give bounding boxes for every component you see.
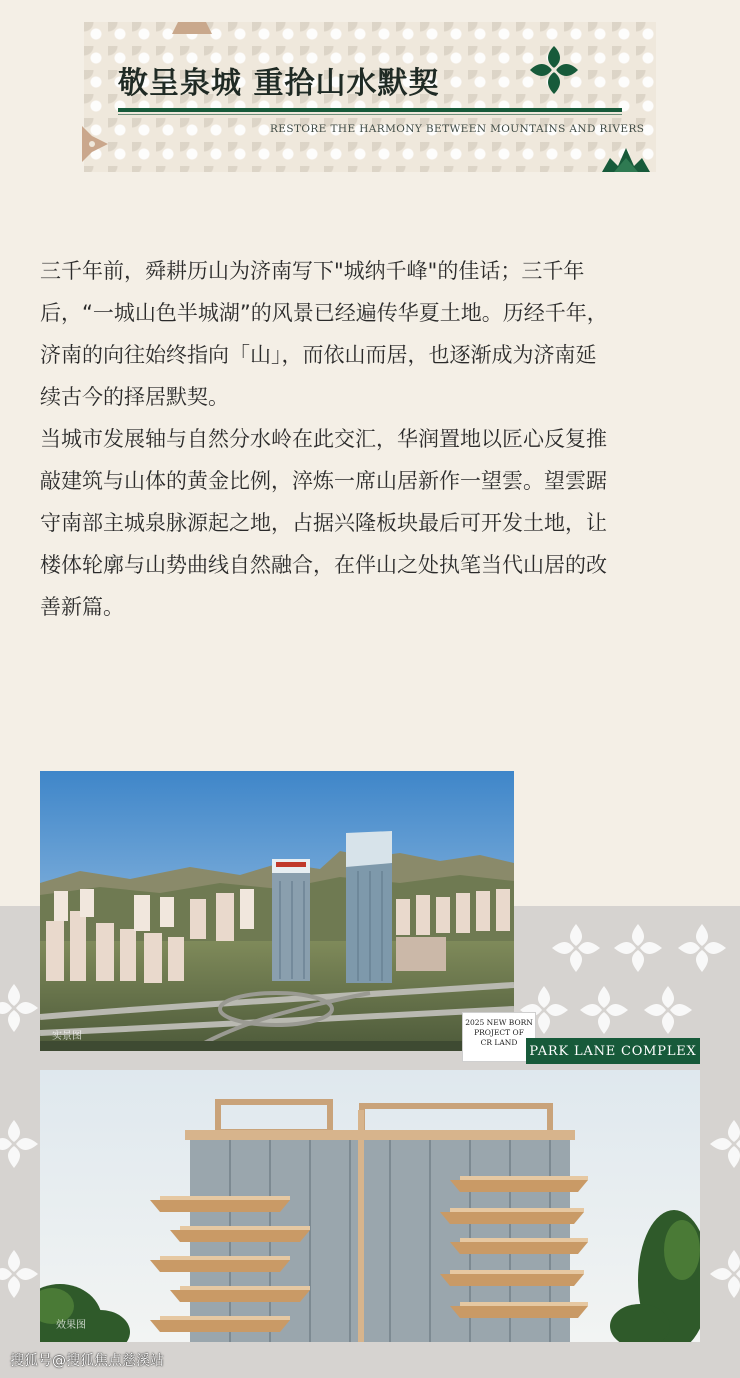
tower-render-photo — [40, 1070, 700, 1342]
header-top-tab — [172, 22, 212, 34]
text-line: 敲建筑与山体的黄金比例，淬炼一席山居新作一望雲。望雲踞 — [40, 469, 607, 493]
source-watermark: 搜狐号@搜狐焦点慈溪站 — [10, 1353, 164, 1369]
text-line: 楼体轮廓与山势曲线自然融合，在伴山之处执笔当代山居的改 — [40, 553, 607, 577]
park-lane-badge: PARK LANE COMPLEX — [526, 1038, 700, 1064]
title-underline — [118, 108, 622, 112]
badge-line: PROJECT OF — [474, 1028, 524, 1037]
page-title: 敬呈泉城 重拾山水默契 — [118, 66, 440, 101]
lotus-crown-icon — [600, 146, 652, 172]
flower-pattern-icon — [640, 982, 696, 1038]
flower-pattern-icon — [706, 1246, 740, 1302]
left-ornament-icon — [80, 120, 112, 168]
badge-line: 2025 NEW BORN — [465, 1018, 533, 1027]
badge-line: CR LAND — [480, 1038, 518, 1047]
text-line: 善新篇。 — [40, 595, 124, 619]
text-line: 当城市发展轴与自然分水岭在此交汇，华润置地以匠心反复推 — [40, 427, 607, 451]
flower-pattern-icon — [576, 982, 632, 1038]
intro-paragraph — [40, 250, 704, 628]
text-line: 后，“一城山色半城湖”的风景已经遍传华夏土地。历经千年， — [40, 301, 608, 325]
photo-watermark: 效果图 — [56, 1320, 86, 1331]
flower-pattern-icon — [548, 920, 604, 976]
text-line: 三千年前，舜耕历山为济南写下"城纳千峰"的佳话；三千年 — [40, 259, 585, 283]
flower-pattern-icon — [0, 980, 42, 1036]
aerial-city-illustration — [40, 771, 514, 1051]
flower-pattern-icon — [0, 1246, 42, 1302]
photo-watermark: 实景图 — [52, 1031, 82, 1042]
flower-pattern-icon — [674, 920, 730, 976]
aerial-city-photo — [40, 771, 514, 1051]
text-line: 济南的向往始终指向「山」，而依山而居，也逐渐成为济南延 — [40, 343, 597, 367]
page-subtitle: RESTORE THE HARMONY BETWEEN MOUNTAINS AND RIVERS — [270, 123, 645, 135]
tower-render-illustration — [40, 1070, 700, 1342]
title-underline-thin — [118, 114, 622, 115]
flower-pattern-icon — [0, 1116, 42, 1172]
flower-pattern-icon — [706, 1116, 740, 1172]
flower-pattern-icon — [610, 920, 666, 976]
four-petal-flower-icon — [528, 44, 580, 96]
new-born-badge — [462, 1012, 536, 1062]
text-line: 守南部主城泉脉源起之地，占据兴隆板块最后可开发土地，让 — [40, 511, 607, 535]
text-line: 续古今的择居默契。 — [40, 385, 229, 409]
